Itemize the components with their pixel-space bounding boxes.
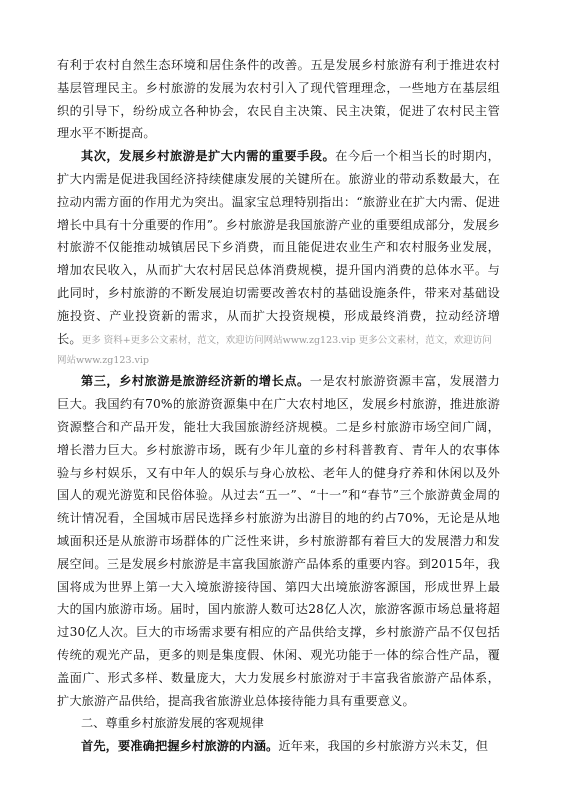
- paragraph-4-lead: 首先，要准确把握乡村旅游的内涵。: [81, 739, 279, 754]
- paragraph-1: 有利于农村自然生态环境和居住条件的改善。五是发展乡村旅游有利于推进农村基层管理民主。乡村旅游的发展为农村引入了现代管理理念，一些地方在基层组织的引导下，纷纷成立各种协会，农民自主决策、民主决策，促进了农村民主管理水平不断提高。: [57, 58, 500, 141]
- watermark-text: 更多 资料+更多公文素材，范文，欢迎访问网站www.zg123.vip 更多公文素材，范文，欢迎访问: [81, 334, 492, 346]
- paragraph-4: [57, 735, 500, 758]
- paragraph-3: [57, 370, 500, 712]
- paragraph-3-body: 一是农村旅游资源丰富，发展潜力巨大。我国约有70%的旅游资源集中在广大农村地区，发展乡村旅游，推进旅游资源整合和产品开发，能壮大我国旅游经济规模。二是乡村旅游市场空间广阔，增长潜力巨大。乡村旅游市场，既有少年儿童的乡村科普教育、青年人的农事体验与乡村娱乐，又有中年人的娱乐与身心放松、老年人的健身疗养和休闲以及外国人的观光游览和民俗体验。从过去“五一”、“十一”和“春节”三个旅游黄金周的统计情况看，全国城市居民选择乡村旅游为出游目的地的约占70%，无论是从地域面积还是从旅游市场群体的广泛性来讲，乡村旅游都有着巨大的发展潜力和发展空间。三是发展乡村旅游是丰富我国旅游产品体系的重要内容。到2015年，我国将成为世界上第一大入境旅游接待国、第四大出境旅游客源国，形成世界上最大的国内旅游市场。届时，国内旅游人数可达28亿人次，旅游客源市场总量将超过30亿人次。巨大的市场需求要有相应的产品供给支撑，乡村旅游产品不仅包括传统的观光产品，更多的则是集度假、休闲、观光功能于一体的综合性产品，覆盖面广、形式多样、数量庞大，大力发展乡村旅游对于丰富我省旅游产品体系，扩大旅游产品供给，提高我省旅游业总体接待能力具有重要意义。: [57, 374, 501, 708]
- paragraph-4-body: 近年来，我国的乡村旅游方兴未艾，但: [278, 739, 489, 754]
- paragraph-2-body: 在今后一个相当长的时期内，扩大内需是促进我国经济持续健康发展的关键所在。旅游业的带动系数最大，在拉动内需方面的作用尤为突出。温家宝总理特别指出：“旅游业在扩大内需、促进增长中具有十分重要的作用”。乡村旅游是我国旅游产业的重要组成部分，发展乡村旅游不仅能推动城镇居民下乡消费，而且能促进农业生产和农村服务业发展，增加农民收入，从而扩大农村居民总体消费规模，提升国内消费的总体水平。与此同时，乡村旅游的不断发展迫切需要改善农村的基础设施条件，带来对基础设施投资、产业投资新的需求，从而扩大投资规模，形成最终消费，拉动经济增长。: [57, 149, 501, 346]
- paragraph-3-lead: 第三，乡村旅游是旅游经济新的增长点。: [81, 374, 310, 389]
- paragraph-2-lead: 其次，发展乡村旅游是扩大内需的重要手段。: [81, 149, 336, 164]
- paragraph-2: [57, 145, 500, 352]
- section-heading: 二、尊重乡村旅游发展的客观规律: [81, 716, 264, 731]
- watermark-text-2: 网站www.zg123.vip: [57, 355, 150, 367]
